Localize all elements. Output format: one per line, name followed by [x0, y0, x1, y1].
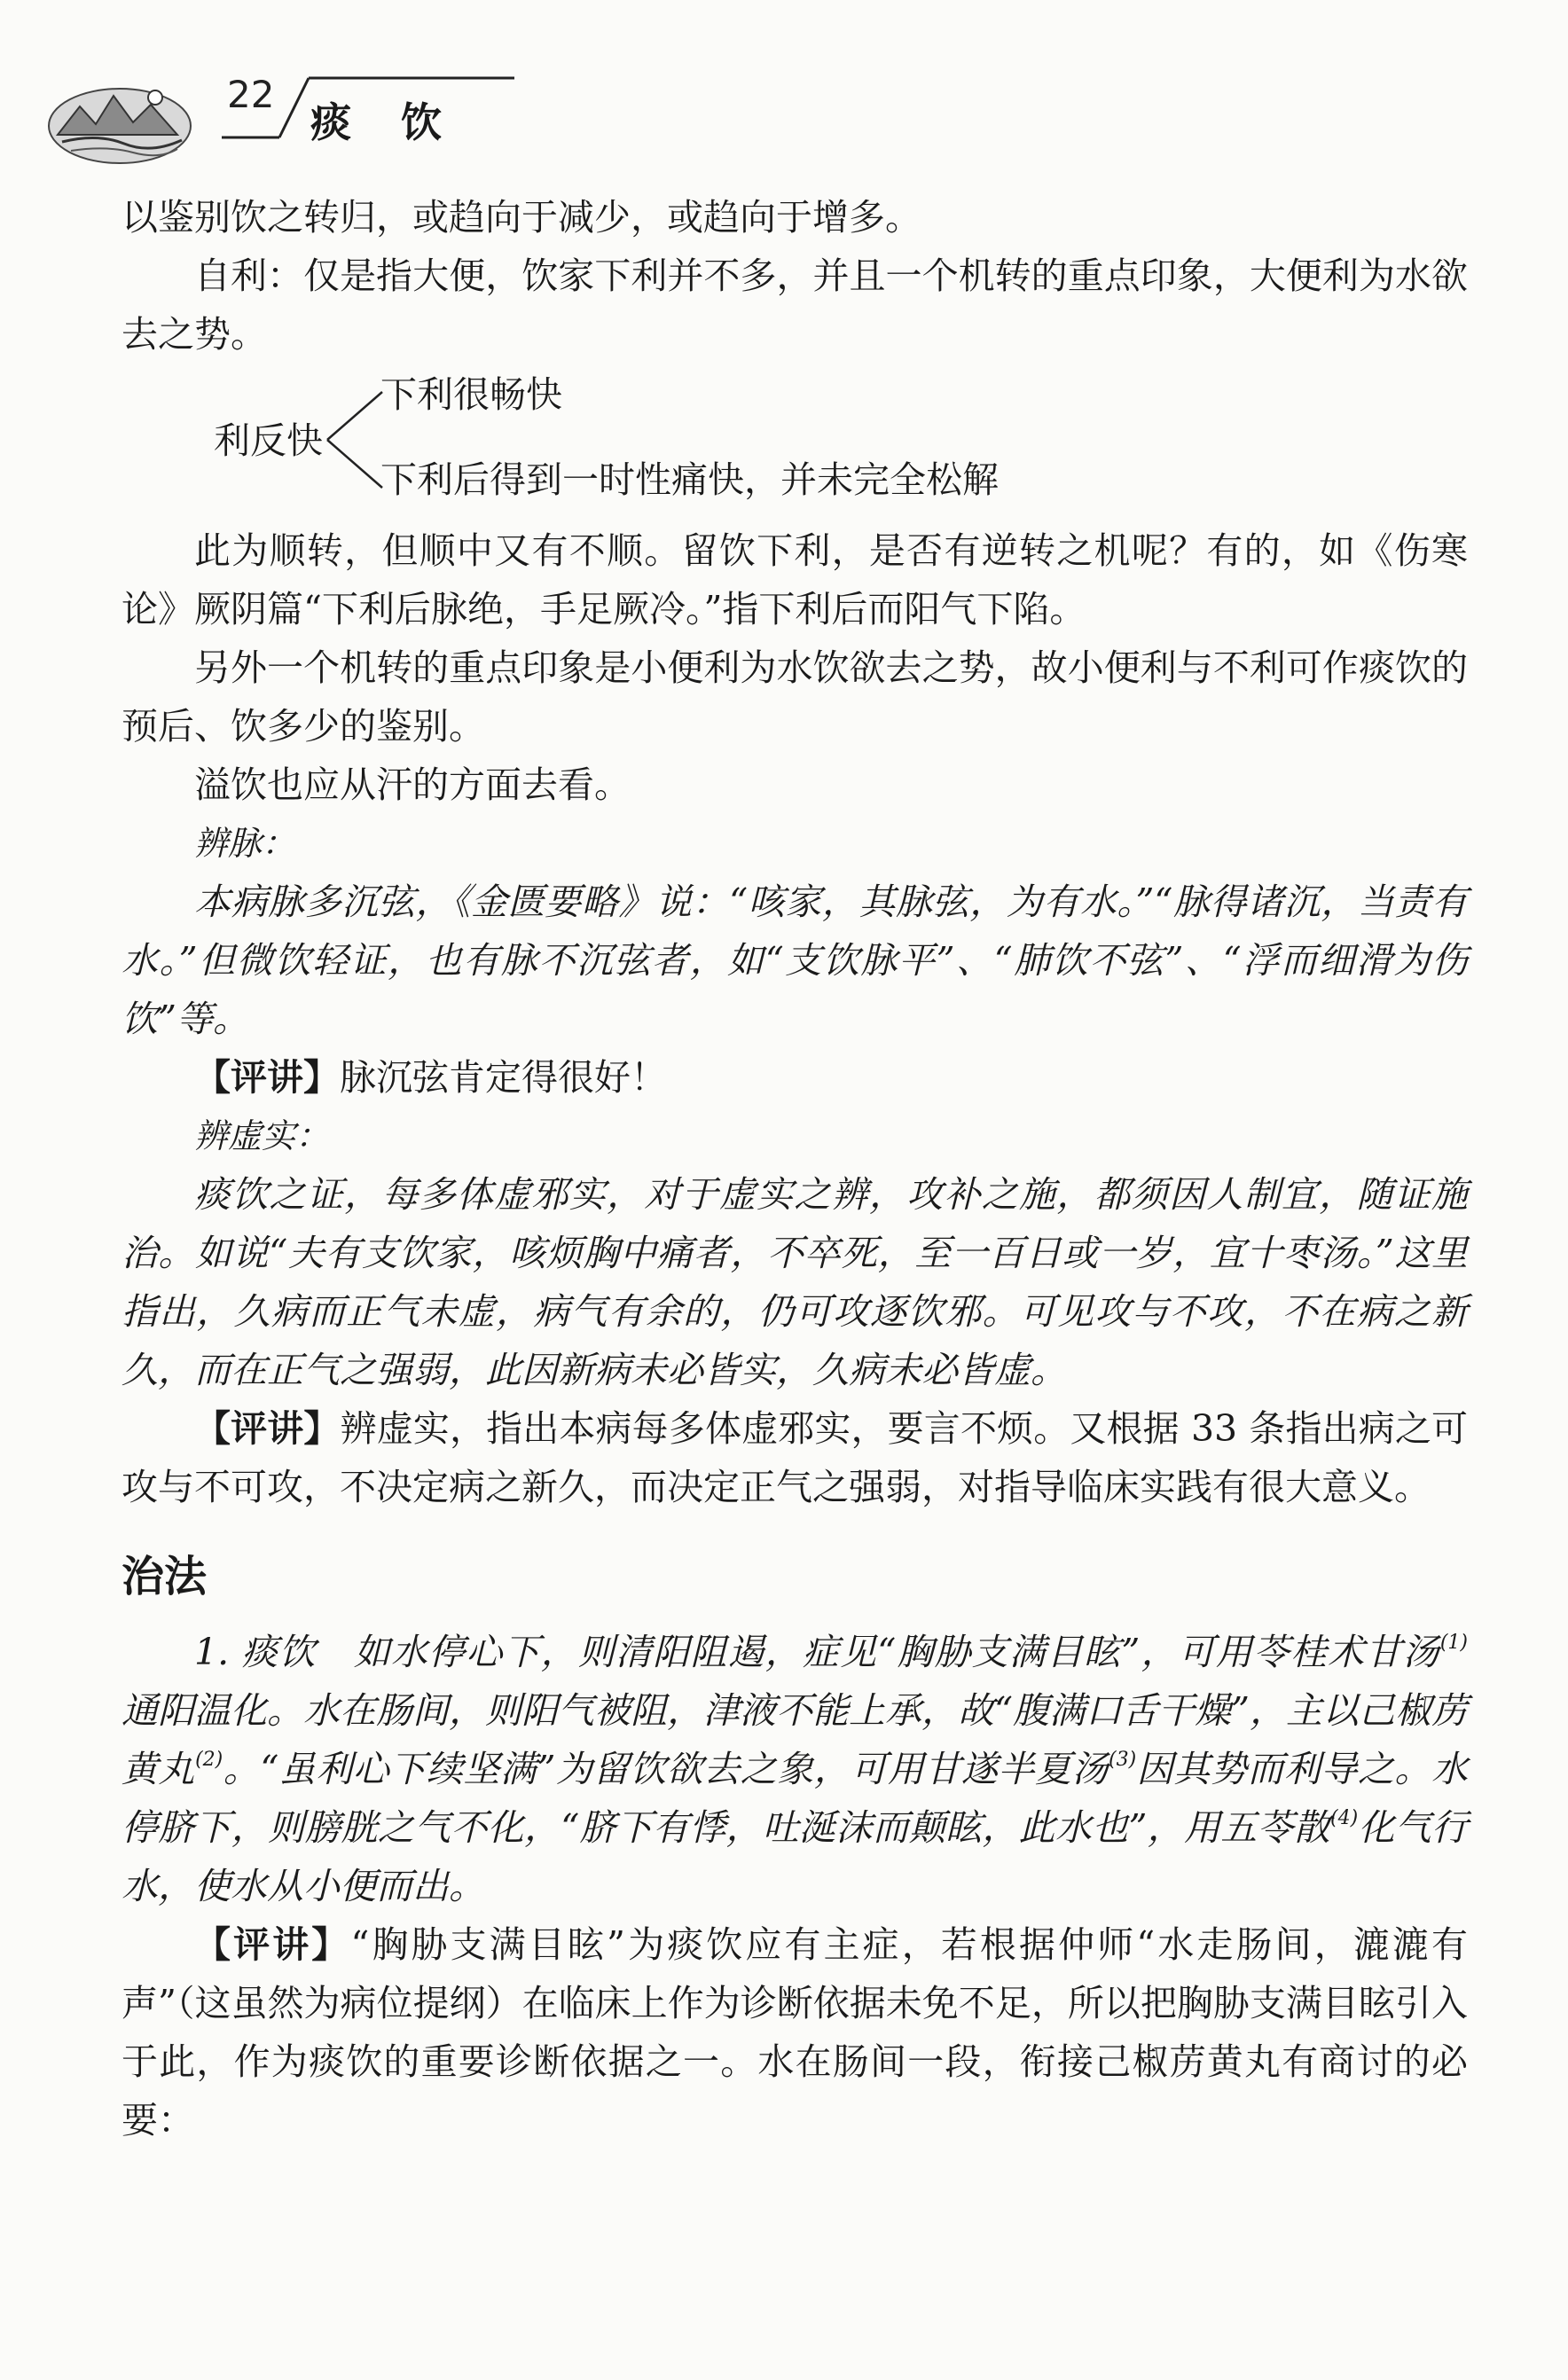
commentary-text: 辨虚实，指出本病每多体虚邪实，要言不烦。又根据 33 条指出病之可攻与不可攻，不决定病之新久，而决定正气之强弱，对指导临床实践有很大意义。 [122, 1407, 1469, 1508]
commentary-tag: 【评讲】 [194, 1923, 351, 1966]
text-run: 1. 痰饮 如水停心下，则清阳阻遏，症见“胸胁支满目眩”，可用苓桂术甘汤 [194, 1631, 1440, 1673]
commentary-tag: 【评讲】 [194, 1056, 340, 1099]
subsection-label: 辨虚实： [194, 1116, 330, 1155]
quoted-paragraph: 痰饮之证，每多体虚邪实，对于虚实之辨，攻补之施，都须因人制宜，随证施治。如说“夫有支饮家，咳烦胸中痛者，不卒死，至一百日或一岁，宜十枣汤。”这里指出，久病而正气未虚，病气有余的，仍可攻逐饮邪。可见攻与不攻，不在病之新久，而在正气之强弱，此因新病未必皆实，久病未必皆虚。 [122, 1173, 1468, 1391]
text-run: 因其势而利导之。水停脐下，则膀胱之气不化，“脐下有悸，吐涎沫而颠眩，此水也”，用五苓散 [122, 1748, 1469, 1849]
page-content [122, 188, 1468, 2149]
footnote-ref: (1) [1439, 1632, 1468, 1654]
diagram-root: 利反快 [214, 419, 323, 462]
landscape-ornament-icon [44, 71, 195, 168]
subsection-label: 辨脉： [194, 824, 296, 863]
page-number: 22 [227, 73, 275, 116]
footnote-ref: (3) [1109, 1749, 1137, 1771]
diagram-branch: 下利后得到一时性痛快，并未完全松解 [380, 458, 999, 501]
paragraph: 此为顺转，但顺中又有不顺。留饮下利，是否有逆转之机呢？有的，如《伤寒论》厥阴篇“下利后脉绝，手足厥冷。”指下利后而阳气下陷。 [122, 529, 1468, 630]
commentary-text: 脉沉弦肯定得很好！ [340, 1056, 667, 1099]
footnote-ref: (4) [1330, 1807, 1359, 1829]
running-title: 痰饮 [310, 98, 491, 146]
paragraph: 自利：仅是指大便，饮家下利并不多，并且一个机转的重点印象，大便利为水欲去之势。 [122, 254, 1468, 356]
text-run: 。“虽利心下续坚满”为留饮欲去之象，可用甘遂半夏汤 [223, 1748, 1109, 1790]
commentary [122, 1915, 1468, 2149]
quoted-paragraph: 本病脉多沉弦，《金匮要略》说：“咳家，其脉弦，为有水。”“脉得诸沉，当责有水。”但微饮轻证，也有脉不沉弦者，如“支饮脉平”、“肺饮不弦”、“浮而细滑为伤饮”等。 [122, 881, 1468, 1040]
commentary [122, 1048, 1468, 1107]
section-heading: 治法 [122, 1552, 208, 1601]
commentary [122, 1399, 1468, 1516]
paragraph: 以鉴别饮之转归，或趋向于减少，或趋向于增多。 [122, 196, 921, 239]
diagram-brace [325, 387, 388, 493]
commentary-text: “胸胁支满目眩”为痰饮应有主症，若根据仲师“水走肠间，漉漉有声”（这虽然为病位提纲）在临床上作为诊断依据未免不足，所以把胸胁支满目眩引入于此，作为痰饮的重要诊断依据之一。水在肠间一段，衔接己椒苈黄丸有商讨的必要： [122, 1923, 1469, 2141]
paragraph: 溢饮也应从汗的方面去看。 [194, 763, 631, 806]
text-run: 化气行水，使水从小便而出。 [122, 1806, 1469, 1907]
footnote-ref: (2) [195, 1749, 223, 1771]
diagram-branch: 下利很畅快 [380, 373, 562, 416]
paragraph: 另外一个机转的重点印象是小便利为水饮欲去之势，故小便利与不利可作痰饮的预后、饮多少的鉴别。 [122, 646, 1468, 748]
quoted-paragraph [122, 1623, 1468, 1915]
text-run: 通阳温化。水在肠间，则阳气被阻，津液不能上承，故“腹满口舌干燥”，主以己椒苈黄丸 [122, 1689, 1468, 1790]
commentary-tag: 【评讲】 [194, 1407, 341, 1450]
branch-diagram [122, 365, 1468, 521]
page-header [44, 53, 506, 168]
